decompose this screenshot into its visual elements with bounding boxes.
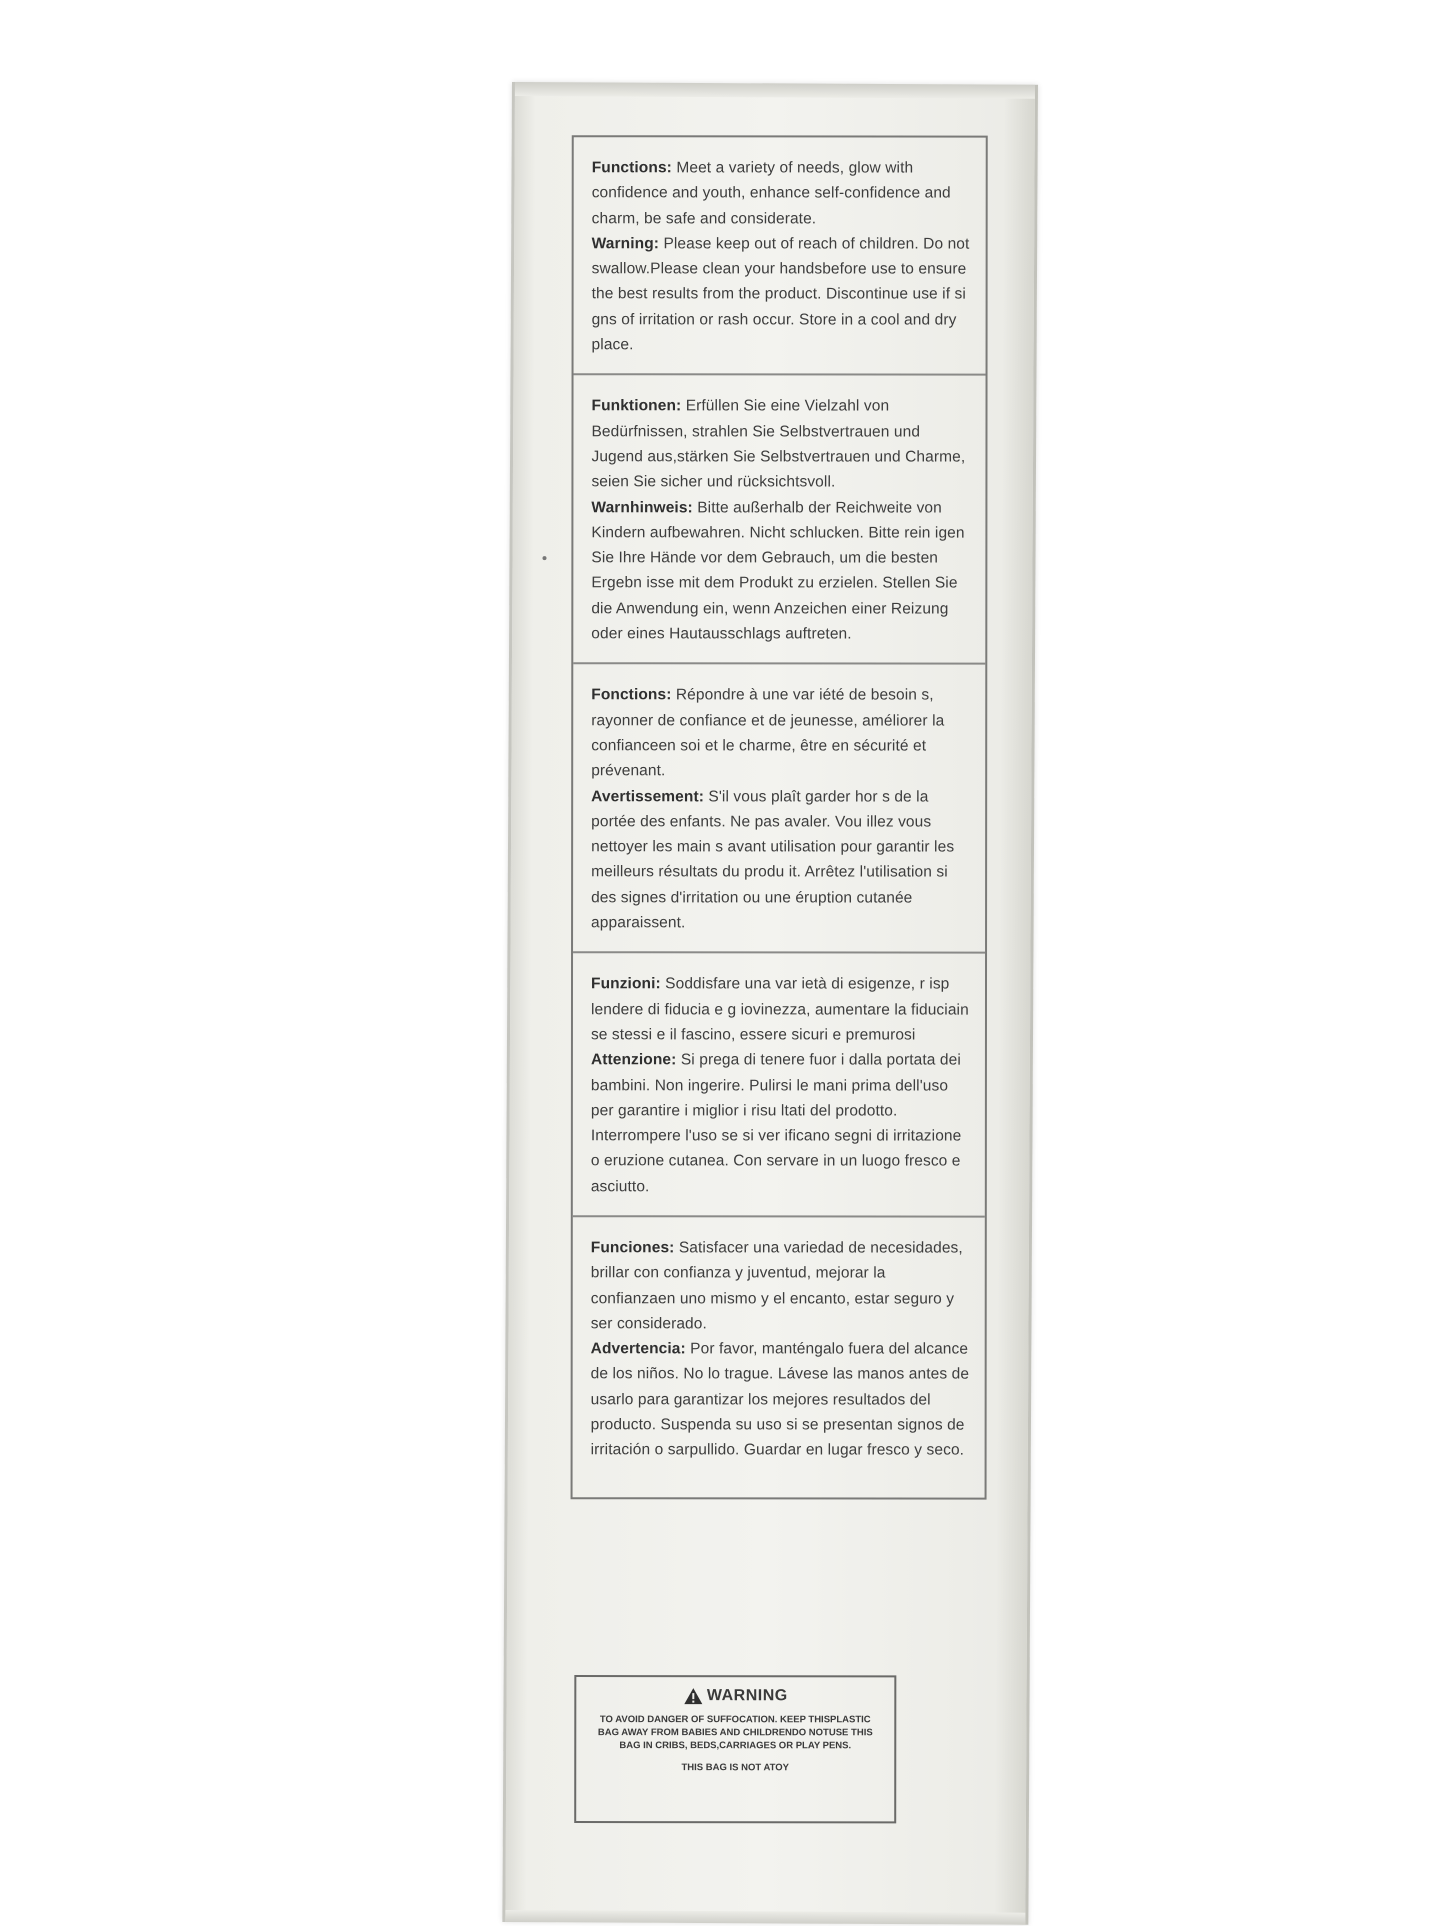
functions-label: Funciones: — [590, 1239, 675, 1257]
warning-text: S'il vous plaît garder hor s de la portée des enfants. Ne pas avaler. Vou illez vous nettoyer les main s avant utilisation pour garantir les meilleurs résultats du produ it. Arrêtez l'utilisation si des signes d'irritation ou une éruption cutanée apparaissent. — [591, 787, 955, 932]
section-spanish — [573, 1217, 985, 1497]
functions-label: Functions: — [591, 159, 672, 177]
warning-triangle-icon — [683, 1687, 703, 1705]
functions-text: Meet a variety of needs, glow with confidence and youth, enhance self-confidence and charm, be safe and considerate. — [591, 159, 951, 228]
section-french — [573, 665, 985, 954]
bag-warning-body: TO AVOID DANGER OF SUFFOCATION. KEEP THISPLASTIC BAG AWAY FROM BABIES AND CHILDRENDO NOTUSE THIS BAG IN CRIBS, BEDS,CARRIAGES OR PLAY PENS. — [597, 1714, 873, 1752]
functions-label: Funzioni: — [591, 975, 661, 993]
product-box-side — [502, 82, 1038, 1925]
warning-text: Bitte außerhalb der Reichweite von Kindern aufbewahren. Nicht schlucken. Bitte rein igen Sie Ihre Hände vor dem Gebrauch, um die besten Ergebn isse mit dem Produkt zu erzielen. Stellen Sie die Anwendung ein, wenn Anzeichen einer Reizung oder eines Hautausschlags auftreten. — [591, 498, 965, 643]
warning-text: Por favor, manténgalo fuera del alcance de los niños. No lo trague. Lávese las manos antes de usarlo para garantizar los mejores resultados del producto. Suspenda su uso si se presentan signos de irritación o sarpullido. Guardar en lugar fresco y seco. — [590, 1340, 970, 1459]
box-speck — [542, 556, 546, 560]
bag-warning-box — [574, 1675, 896, 1823]
bag-warning-note: THIS BAG IS NOT ATOY — [681, 1762, 790, 1774]
section-italian — [573, 954, 985, 1218]
warning-label: Attenzione: — [590, 1051, 677, 1069]
warning-label: Avertissement: — [591, 787, 705, 805]
instructions-panel — [571, 135, 988, 1499]
warning-label: Warning: — [591, 235, 660, 253]
functions-text: Soddisfare una var ietà di esigenze, r isp lendere di fiducia e g iovinezza, aumentare la fiduciain se stessi e il fascino, essere sicuri e premurosi — [590, 975, 969, 1044]
warning-label: Advertencia: — [590, 1340, 686, 1358]
functions-text: Satisfacer una variedad de necesidades, brillar con confianza y juventud, mejorar la confianzaen uno mismo y el encanto, estar seguro y ser considerado. — [590, 1239, 963, 1333]
box-top-edge — [515, 82, 1035, 99]
functions-label: Funktionen: — [591, 397, 682, 415]
box-bottom-edge — [505, 1910, 1025, 1925]
bag-warning-heading — [576, 1687, 894, 1705]
warning-label: Warnhinweis: — [591, 498, 693, 516]
bag-warning-title: WARNING — [706, 1687, 788, 1705]
warning-text: Si prega di tenere fuor i dalla portata dei bambini. Non ingerire. Pulirsi le mani prima dell'uso per garantire i miglior i risu ltati del prodotto. Interrompere l'uso se si ver ificano segni di irritazione o eruzione cutanea. Con servare in un luogo fresco e asciutto. — [590, 1051, 962, 1195]
section-english — [574, 137, 986, 376]
warning-text: Please keep out of reach of children. Do not swallow.Please clean your handsbefore use to ensure the best results from the product. Discontinue use if si gns of irritation or rash occur. Store in a cool and dry place. — [591, 235, 970, 354]
functions-text: Erfüllen Sie eine Vielzahl von Bedürfnissen, strahlen Sie Selbstvertrauen und Jugend aus,stärken Sie Selbstvertrauen und Charme, seien Sie sicher und rücksichtsvoll. — [591, 397, 966, 491]
section-german — [573, 376, 985, 665]
functions-label: Fonctions: — [591, 686, 672, 704]
functions-text: Répondre à une var iété de besoin s, rayonner de confiance et de jeunesse, améliorer la confianceen soi et le charme, être en sécurité et prévenant. — [591, 686, 945, 780]
